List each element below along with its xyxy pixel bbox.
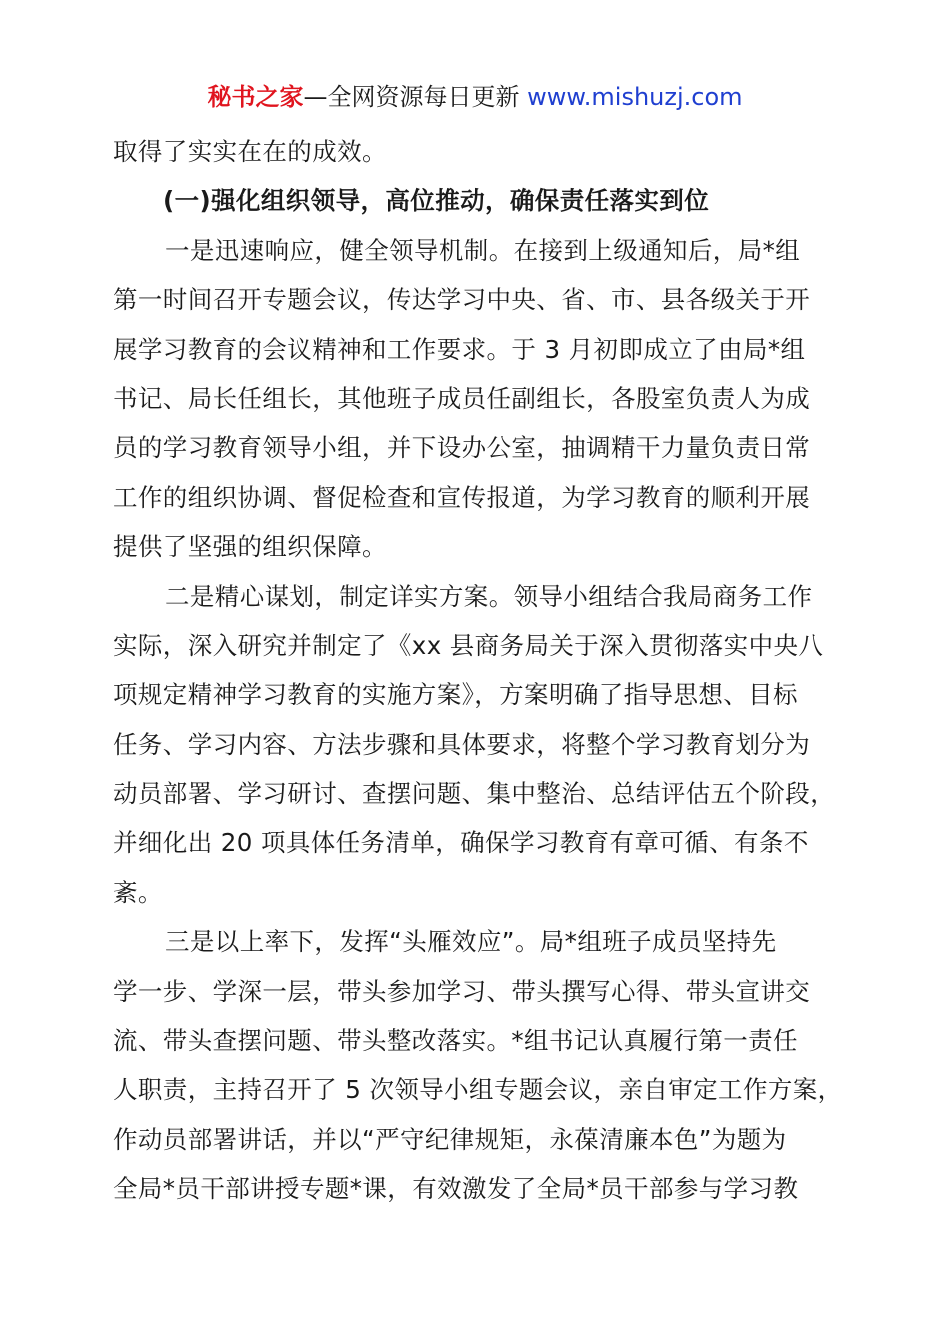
text-line: 展学习教育的会议精神和工作要求。于 3 月初即成立了由局*组 (113, 334, 806, 364)
text-line: 作动员部署讲话，并以“严守纪律规矩，永葆清廉本色”为题为 (113, 1124, 787, 1154)
text-line: 员的学习教育领导小组，并下设办公室，抽调精干力量负责日常 (113, 433, 811, 463)
text-line: 项规定精神学习教育的实施方案》，方案明确了指导思想、目标 (113, 680, 798, 710)
text-line: 人职责，主持召开了 5 次领导小组专题会议，亲自审定工作方案， (113, 1075, 843, 1105)
header-site-link[interactable]: www.mishuzj.com (527, 83, 743, 111)
text-line: 全局*员干部讲授专题*课，有效激发了全局*员干部参与学习教 (113, 1174, 799, 1204)
section-heading: (一)强化组织领导，高位推动，确保责任落实到位 (163, 186, 710, 216)
text-line: 实际，深入研究并制定了《xx 县商务局关于深入贯彻落实中央八 (113, 630, 824, 660)
paragraph-first-line: 三是以上率下，发挥“头雁效应”。局*组班子成员坚持先 (165, 927, 777, 957)
text-line: 第一时间召开专题会议，传达学习中央、省、市、县各级关于开 (113, 285, 811, 315)
text-line: 紊。 (113, 877, 163, 907)
text-line: 任务、学习内容、方法步骤和具体要求，将整个学习教育划分为 (113, 729, 811, 759)
header-brand: 秘书之家 (207, 83, 304, 111)
text-line: 动员部署、学习研讨、查摆问题、集中整治、总结评估五个阶段， (113, 779, 836, 809)
text-line: 流、带头查摆问题、带头整改落实。*组书记认真履行第一责任 (113, 1026, 798, 1056)
watermark-header (0, 80, 950, 114)
text-line: 并细化出 20 项具体任务清单，确保学习教育有章可循、有条不 (113, 828, 809, 858)
text-line: 书记、局长任组长，其他班子成员任副组长，各股室负责人为成 (113, 383, 811, 413)
paragraph-first-line: 二是精心谋划，制定详实方案。领导小组结合我局商务工作 (165, 581, 813, 611)
text-line: 提供了坚强的组织保障。 (113, 532, 387, 562)
text-line: 学一步、学深一层，带头参加学习、带头撰写心得、带头宣讲交 (113, 976, 811, 1006)
header-tagline: —全网资源每日更新 (303, 83, 528, 111)
paragraph-first-line: 一是迅速响应，健全领导机制。在接到上级通知后，局*组 (165, 235, 801, 265)
document-body (113, 127, 843, 1214)
text-line: 工作的组织协调、督促检查和宣传报道，为学习教育的顺利开展 (113, 482, 811, 512)
text-line: 取得了实实在在的成效。 (113, 137, 387, 166)
